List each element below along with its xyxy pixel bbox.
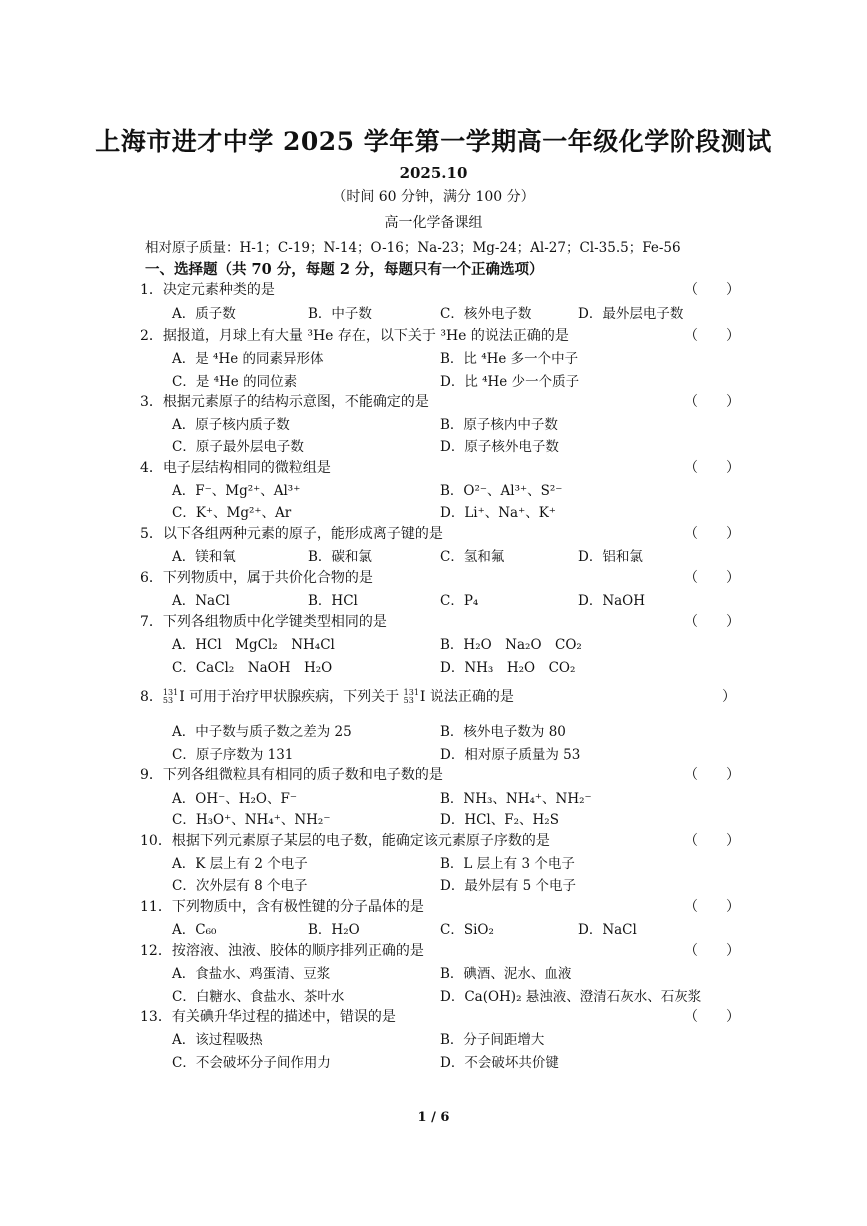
isotope-notation — [404, 689, 419, 705]
option-a: A．该过程吸热 — [172, 1032, 263, 1048]
question-stem: 11．下列物质中，含有极性键的分子晶体的是 — [140, 899, 424, 915]
question-stem — [140, 686, 514, 706]
option-b: B．比 ⁴He 多一个中子 — [440, 351, 579, 367]
isotope-notation — [163, 689, 178, 705]
option-d: D．NaCl — [578, 922, 637, 938]
answer-blank[interactable]: （ ） — [684, 460, 740, 476]
option-d: D．铝和氯 — [578, 549, 643, 565]
question-stem: 6．下列物质中，属于共价化合物的是 — [140, 570, 373, 586]
isotope-mass: 131 — [162, 688, 179, 697]
option-a: A．镁和氧 — [172, 549, 236, 565]
question-number: 8． — [140, 689, 163, 705]
option-d: D．不会破坏共价键 — [440, 1055, 559, 1071]
exam-time-info: （时间 60 分钟，满分 100 分） — [332, 189, 535, 205]
answer-blank[interactable]: （ ） — [684, 570, 740, 586]
question-text: I 可用于治疗甲状腺疾病，下列关于 — [179, 689, 400, 705]
question-stem: 1．决定元素种类的是 — [140, 282, 275, 298]
atomic-masses: 相对原子质量：H-1；C-19；N-14；O-16；Na-23；Mg-24；Al-27；Cl-35.5；Fe-56 — [145, 240, 681, 256]
option-b: B．碳和氯 — [308, 549, 372, 565]
option-a: A．食盐水、鸡蛋清、豆浆 — [172, 966, 331, 982]
question-stem: 7．下列各组物质中化学键类型相同的是 — [140, 614, 387, 630]
option-c: C．原子最外层电子数 — [172, 439, 304, 455]
answer-blank[interactable]: ） — [722, 689, 736, 705]
answer-blank[interactable]: （ ） — [684, 943, 740, 959]
option-c: C．白糖水、食盐水、茶叶水 — [172, 989, 345, 1005]
isotope-number: 53 — [162, 696, 174, 705]
answer-blank[interactable]: （ ） — [684, 899, 740, 915]
exam-title: 上海市进才中学 2025 学年第一学期高一年级化学阶段测试 — [95, 127, 772, 156]
answer-blank[interactable]: （ ） — [684, 833, 740, 849]
option-a: A．是 ⁴He 的同素异形体 — [172, 351, 324, 367]
option-a: A．K 层上有 2 个电子 — [172, 856, 308, 872]
option-b: B．NH₃、NH₄⁺、NH₂⁻ — [440, 791, 592, 807]
option-b: B．分子间距增大 — [440, 1032, 545, 1048]
option-c: C．是 ⁴He 的同位素 — [172, 374, 298, 390]
answer-blank[interactable]: （ ） — [684, 282, 740, 298]
question-stem: 10．根据下列元素原子某层的电子数，能确定该元素原子序数的是 — [140, 833, 550, 849]
option-c: C．次外层有 8 个电子 — [172, 878, 308, 894]
option-c: C．原子序数为 131 — [172, 747, 294, 763]
option-b: B．H₂O Na₂O CO₂ — [440, 637, 582, 653]
answer-blank[interactable]: （ ） — [684, 614, 740, 630]
option-a: A．HCl MgCl₂ NH₄Cl — [172, 637, 335, 653]
option-b: B．H₂O — [308, 922, 360, 938]
option-b: B．碘酒、泥水、血液 — [440, 966, 572, 982]
page-number: 1 / 6 — [417, 1110, 450, 1125]
option-c: C．核外电子数 — [440, 306, 532, 322]
option-d: D．NaOH — [578, 593, 646, 609]
option-d: D．NH₃ H₂O CO₂ — [440, 660, 576, 676]
answer-blank[interactable]: （ ） — [684, 394, 740, 410]
option-a: A．C₆₀ — [172, 922, 217, 938]
question-stem: 3．根据元素原子的结构示意图，不能确定的是 — [140, 394, 429, 410]
answer-blank[interactable]: （ ） — [684, 328, 740, 344]
option-b: B．HCl — [308, 593, 358, 609]
question-stem: 13．有关碘升华过程的描述中，错误的是 — [140, 1009, 396, 1025]
option-a: A．原子核内质子数 — [172, 417, 290, 433]
answer-blank[interactable]: （ ） — [684, 767, 740, 783]
option-a: A．中子数与质子数之差为 25 — [172, 724, 352, 740]
option-d: D．HCl、F₂、H₂S — [440, 812, 559, 828]
option-d: D．最外层电子数 — [578, 306, 684, 322]
option-d: D．比 ⁴He 少一个质子 — [440, 374, 580, 390]
question-text: I 说法正确的是 — [419, 689, 514, 705]
isotope-number: 53 — [403, 696, 414, 705]
option-b: B．原子核内中子数 — [440, 417, 558, 433]
option-c: C．氢和氟 — [440, 549, 505, 565]
option-c: C．不会破坏分子间作用力 — [172, 1055, 331, 1071]
exam-date: 2025.10 — [399, 164, 468, 182]
option-a: A．OH⁻、H₂O、F⁻ — [172, 791, 297, 807]
answer-blank[interactable]: （ ） — [684, 526, 740, 542]
option-d: D．Ca(OH)₂ 悬浊液、澄清石灰水、石灰浆 — [440, 989, 702, 1005]
option-b: B．核外电子数为 80 — [440, 724, 566, 740]
option-d: D．最外层有 5 个电子 — [440, 878, 576, 894]
isotope-mass: 131 — [403, 688, 419, 697]
option-b: B．中子数 — [308, 306, 372, 322]
answer-blank[interactable]: （ ） — [684, 1009, 740, 1025]
section-title: 一、选择题（共 70 分，每题 2 分，每题只有一个正确选项） — [145, 261, 544, 278]
option-b: B．O²⁻、Al³⁺、S²⁻ — [440, 483, 563, 499]
option-d: D．相对原子质量为 53 — [440, 747, 581, 763]
option-c: C．H₃O⁺、NH₄⁺、NH₂⁻ — [172, 812, 331, 828]
option-a: A．NaCl — [172, 593, 230, 609]
question-stem: 4．电子层结构相同的微粒组是 — [140, 460, 331, 476]
option-b: B．L 层上有 3 个电子 — [440, 856, 575, 872]
option-d: D．原子核外电子数 — [440, 439, 559, 455]
option-d: D．Li⁺、Na⁺、K⁺ — [440, 505, 556, 521]
option-a: A．F⁻、Mg²⁺、Al³⁺ — [172, 483, 301, 499]
question-stem: 12．按溶液、浊液、胶体的顺序排列正确的是 — [140, 943, 424, 959]
question-stem: 5．以下各组两种元素的原子，能形成离子键的是 — [140, 526, 443, 542]
option-a: A．质子数 — [172, 306, 236, 322]
option-c: C．P₄ — [440, 593, 479, 609]
option-c: C．K⁺、Mg²⁺、Ar — [172, 505, 292, 521]
exam-group: 高一化学备课组 — [384, 215, 483, 231]
option-c: C．CaCl₂ NaOH H₂O — [172, 660, 333, 676]
question-stem: 9．下列各组微粒具有相同的质子数和电子数的是 — [140, 767, 443, 783]
option-c: C．SiO₂ — [440, 922, 494, 938]
question-stem: 2．据报道，月球上有大量 ³He 存在，以下关于 ³He 的说法正确的是 — [140, 328, 569, 344]
